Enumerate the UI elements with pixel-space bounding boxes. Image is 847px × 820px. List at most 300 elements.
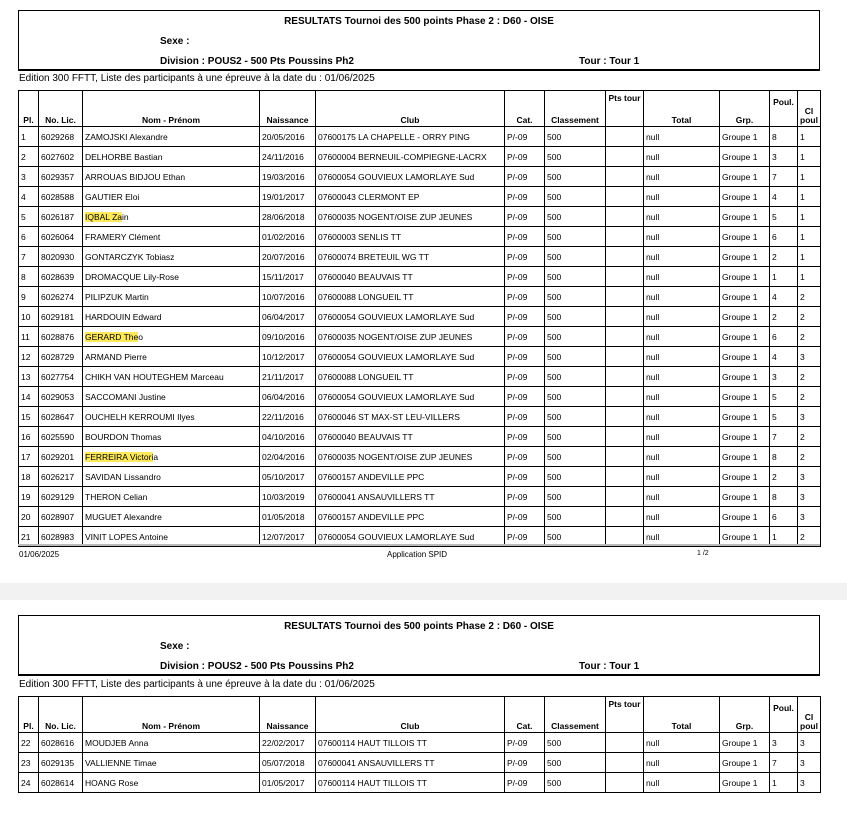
col-club: Club (316, 91, 505, 127)
cell-lic: 6028614 (39, 773, 83, 793)
cell-lic: 6028907 (39, 507, 83, 527)
cell-club: 07600035 NOGENT/OISE ZUP JEUNES (316, 447, 505, 467)
cell-poul: 2 (770, 467, 798, 487)
col-pl: Pl. (19, 91, 39, 127)
cell-lic: 6028588 (39, 187, 83, 207)
cell-poul: 8 (770, 447, 798, 467)
cell-pl: 12 (19, 347, 39, 367)
cell-cl-poul: 1 (798, 267, 821, 287)
cell-pl: 9 (19, 287, 39, 307)
cell-classement: 500 (545, 227, 606, 247)
cell-poul: 7 (770, 753, 798, 773)
cell-nom: VINIT LOPES Antoine (83, 527, 260, 547)
table-row (19, 327, 821, 347)
cell-cat: P/-09 (505, 307, 545, 327)
report-header (18, 10, 820, 70)
cell-naissance: 05/10/2017 (260, 467, 316, 487)
cell-cl-poul: 1 (798, 247, 821, 267)
report-header (18, 615, 820, 675)
cell-nom: SACCOMANI Justine (83, 387, 260, 407)
cell-lic: 6028639 (39, 267, 83, 287)
cell-nom: ZAMOJSKI Alexandre (83, 127, 260, 147)
cell-pts-tour (606, 207, 644, 227)
cell-nom: HOANG Rose (83, 773, 260, 793)
cell-nom: ARROUAS BIDJOU Ethan (83, 167, 260, 187)
table-row (19, 733, 821, 753)
cell-club: 07600114 HAUT TILLOIS TT (316, 733, 505, 753)
cell-cl-poul: 1 (798, 207, 821, 227)
cell-club: 07600157 ANDEVILLE PPC (316, 467, 505, 487)
cell-classement: 500 (545, 307, 606, 327)
cell-lic: 6028616 (39, 733, 83, 753)
cell-grp: Groupe 1 (720, 447, 770, 467)
cell-poul: 8 (770, 487, 798, 507)
highlighted-name: GERARD The (85, 331, 139, 342)
page-2 (0, 600, 847, 820)
cell-cat: P/-09 (505, 447, 545, 467)
cell-classement: 500 (545, 187, 606, 207)
cell-classement: 500 (545, 267, 606, 287)
cell-lic: 6029201 (39, 447, 83, 467)
cell-nom: FRAMERY Clément (83, 227, 260, 247)
cell-cl-poul: 1 (798, 187, 821, 207)
cell-pl: 20 (19, 507, 39, 527)
cell-lic: 6027754 (39, 367, 83, 387)
cell-nom: DROMACQUE Lily-Rose (83, 267, 260, 287)
cell-naissance: 20/05/2016 (260, 127, 316, 147)
cell-lic: 6025590 (39, 427, 83, 447)
sexe-label: Sexe : (160, 641, 190, 652)
cell-total: null (644, 387, 720, 407)
cell-cat: P/-09 (505, 247, 545, 267)
cell-poul: 2 (770, 307, 798, 327)
cell-pts-tour (606, 753, 644, 773)
cell-total: null (644, 467, 720, 487)
cell-cl-poul: 1 (798, 227, 821, 247)
cell-pts-tour (606, 327, 644, 347)
cell-nom: PILIPZUK Martin (83, 287, 260, 307)
cell-cat: P/-09 (505, 487, 545, 507)
cell-grp: Groupe 1 (720, 507, 770, 527)
cell-club: 07600003 SENLIS TT (316, 227, 505, 247)
cell-classement: 500 (545, 773, 606, 793)
table-row (19, 467, 821, 487)
table-row (19, 287, 821, 307)
cell-classement: 500 (545, 753, 606, 773)
cell-nom (83, 447, 260, 467)
cell-total: null (644, 407, 720, 427)
cell-classement: 500 (545, 207, 606, 227)
cell-pl: 24 (19, 773, 39, 793)
cell-classement: 500 (545, 327, 606, 347)
footer-divider (18, 544, 820, 546)
cell-naissance: 01/05/2017 (260, 773, 316, 793)
cell-poul: 4 (770, 187, 798, 207)
cell-lic: 6028876 (39, 327, 83, 347)
highlighted-name: FERREIRA Victori (85, 451, 154, 462)
cell-pts-tour (606, 227, 644, 247)
cell-naissance: 06/04/2016 (260, 387, 316, 407)
cell-classement: 500 (545, 367, 606, 387)
cell-nom: OUCHELH KERROUMI Ilyes (83, 407, 260, 427)
cell-grp: Groupe 1 (720, 427, 770, 447)
cell-classement: 500 (545, 247, 606, 267)
cell-club: 07600088 LONGUEIL TT (316, 287, 505, 307)
cell-poul: 3 (770, 147, 798, 167)
cell-cat: P/-09 (505, 467, 545, 487)
cell-club: 07600114 HAUT TILLOIS TT (316, 773, 505, 793)
cell-club: 07600175 LA CHAPELLE - ORRY PING (316, 127, 505, 147)
cell-classement: 500 (545, 347, 606, 367)
cell-pts-tour (606, 367, 644, 387)
cell-pl: 18 (19, 467, 39, 487)
cell-grp: Groupe 1 (720, 407, 770, 427)
cell-total: null (644, 753, 720, 773)
cell-pts-tour (606, 167, 644, 187)
cell-naissance: 15/11/2017 (260, 267, 316, 287)
table-row (19, 407, 821, 427)
cell-lic: 6028729 (39, 347, 83, 367)
col-cat: Cat. (505, 697, 545, 733)
cell-grp: Groupe 1 (720, 167, 770, 187)
col-cl-poul: Cl poul (798, 91, 821, 127)
cell-grp: Groupe 1 (720, 367, 770, 387)
col-grp: Grp. (720, 91, 770, 127)
table-row (19, 207, 821, 227)
cell-poul: 5 (770, 387, 798, 407)
cell-poul: 5 (770, 407, 798, 427)
cell-cat: P/-09 (505, 207, 545, 227)
name-rest: in (122, 211, 129, 222)
cell-nom: DELHORBE Bastian (83, 147, 260, 167)
cell-cl-poul: 3 (798, 347, 821, 367)
cell-classement: 500 (545, 487, 606, 507)
cell-nom: GAUTIER Eloi (83, 187, 260, 207)
table-row (19, 127, 821, 147)
edition-line: Edition 300 FFTT, Liste des participants à une épreuve à la date du : 01/06/2025 (19, 679, 375, 690)
col-pts-tour: Pts tour (606, 697, 644, 733)
cell-cl-poul: 3 (798, 407, 821, 427)
cell-club: 07600004 BERNEUIL-COMPIEGNE-LACRX (316, 147, 505, 167)
cell-total: null (644, 287, 720, 307)
cell-classement: 500 (545, 733, 606, 753)
cell-nom: HARDOUIN Edward (83, 307, 260, 327)
cell-poul: 1 (770, 773, 798, 793)
cell-cat: P/-09 (505, 427, 545, 447)
cell-cat: P/-09 (505, 147, 545, 167)
cell-nom: MUGUET Alexandre (83, 507, 260, 527)
cell-cat: P/-09 (505, 773, 545, 793)
col-nom: Nom - Prénom (83, 697, 260, 733)
cell-lic: 6029268 (39, 127, 83, 147)
tour-label: Tour : Tour 1 (579, 661, 640, 672)
division-label: Division : POUS2 - 500 Pts Poussins Ph2 (160, 661, 354, 672)
divider (18, 70, 820, 71)
cell-cat: P/-09 (505, 527, 545, 547)
cell-naissance: 01/02/2016 (260, 227, 316, 247)
cell-lic: 6029135 (39, 753, 83, 773)
cell-pts-tour (606, 127, 644, 147)
cell-pts-tour (606, 267, 644, 287)
col-total: Total (644, 697, 720, 733)
table-row (19, 447, 821, 467)
cell-grp: Groupe 1 (720, 347, 770, 367)
cell-cat: P/-09 (505, 387, 545, 407)
cell-naissance: 24/11/2016 (260, 147, 316, 167)
cell-nom: GONTARCZYK Tobiasz (83, 247, 260, 267)
cell-lic: 8020930 (39, 247, 83, 267)
cell-club: 07600054 GOUVIEUX LAMORLAYE Sud (316, 167, 505, 187)
name-rest: a (153, 451, 159, 462)
cell-lic: 6028647 (39, 407, 83, 427)
cell-grp: Groupe 1 (720, 147, 770, 167)
cell-total: null (644, 487, 720, 507)
cell-classement: 500 (545, 127, 606, 147)
cell-grp: Groupe 1 (720, 187, 770, 207)
cell-pl: 10 (19, 307, 39, 327)
cell-classement: 500 (545, 407, 606, 427)
table-header-row (19, 697, 821, 733)
cell-total: null (644, 187, 720, 207)
cell-naissance: 20/07/2016 (260, 247, 316, 267)
cell-grp: Groupe 1 (720, 127, 770, 147)
col-cat: Cat. (505, 91, 545, 127)
cell-cl-poul: 2 (798, 447, 821, 467)
cell-cat: P/-09 (505, 287, 545, 307)
cell-cl-poul: 2 (798, 427, 821, 447)
cell-naissance: 02/04/2016 (260, 447, 316, 467)
cell-classement: 500 (545, 427, 606, 447)
cell-cat: P/-09 (505, 267, 545, 287)
cell-naissance: 01/05/2018 (260, 507, 316, 527)
cell-naissance: 05/07/2018 (260, 753, 316, 773)
cell-cl-poul: 3 (798, 467, 821, 487)
edition-line: Edition 300 FFTT, Liste des participants à une épreuve à la date du : 01/06/2025 (19, 73, 375, 84)
cell-total: null (644, 307, 720, 327)
table-row (19, 387, 821, 407)
footer-page-number: 1 /2 (697, 550, 709, 557)
cell-total: null (644, 507, 720, 527)
cell-poul: 8 (770, 127, 798, 147)
cell-total: null (644, 167, 720, 187)
cell-grp: Groupe 1 (720, 267, 770, 287)
cell-cl-poul: 3 (798, 487, 821, 507)
cell-nom (83, 327, 260, 347)
cell-poul: 6 (770, 327, 798, 347)
cell-pts-tour (606, 187, 644, 207)
footer-date: 01/06/2025 (19, 550, 60, 559)
cell-poul: 7 (770, 167, 798, 187)
cell-nom: SAVIDAN Lissandro (83, 467, 260, 487)
cell-grp: Groupe 1 (720, 733, 770, 753)
cell-classement: 500 (545, 447, 606, 467)
cell-classement: 500 (545, 167, 606, 187)
col-grp: Grp. (720, 697, 770, 733)
cell-club: 07600043 CLERMONT EP (316, 187, 505, 207)
cell-cat: P/-09 (505, 507, 545, 527)
cell-club: 07600046 ST MAX-ST LEU-VILLERS (316, 407, 505, 427)
col-pl: Pl. (19, 697, 39, 733)
table-row (19, 267, 821, 287)
col-poul: Poul. (770, 91, 798, 127)
cell-lic: 6026217 (39, 467, 83, 487)
cell-grp: Groupe 1 (720, 327, 770, 347)
cell-poul: 5 (770, 207, 798, 227)
cell-grp: Groupe 1 (720, 773, 770, 793)
cell-nom: ARMAND Pierre (83, 347, 260, 367)
cell-classement: 500 (545, 467, 606, 487)
table-header-row (19, 91, 821, 127)
cell-naissance: 12/07/2017 (260, 527, 316, 547)
cell-grp: Groupe 1 (720, 487, 770, 507)
cell-club: 07600035 NOGENT/OISE ZUP JEUNES (316, 327, 505, 347)
col-lic: No. Lic. (39, 697, 83, 733)
cell-lic: 6028983 (39, 527, 83, 547)
cell-total: null (644, 207, 720, 227)
cell-cat: P/-09 (505, 367, 545, 387)
cell-grp: Groupe 1 (720, 207, 770, 227)
cell-cat: P/-09 (505, 167, 545, 187)
cell-pl: 2 (19, 147, 39, 167)
cell-pl: 7 (19, 247, 39, 267)
cell-club: 07600157 ANDEVILLE PPC (316, 507, 505, 527)
table-row (19, 773, 821, 793)
participants-table (18, 696, 821, 793)
table-row (19, 307, 821, 327)
cell-pts-tour (606, 773, 644, 793)
col-pts-tour: Pts tour (606, 91, 644, 127)
cell-cl-poul: 3 (798, 507, 821, 527)
cell-pl: 4 (19, 187, 39, 207)
cell-pl: 19 (19, 487, 39, 507)
cell-cl-poul: 3 (798, 733, 821, 753)
cell-grp: Groupe 1 (720, 467, 770, 487)
cell-classement: 500 (545, 507, 606, 527)
cell-pts-tour (606, 407, 644, 427)
cell-club: 07600054 GOUVIEUX LAMORLAYE Sud (316, 347, 505, 367)
cell-cat: P/-09 (505, 407, 545, 427)
cell-pts-tour (606, 487, 644, 507)
cell-cat: P/-09 (505, 733, 545, 753)
cell-lic: 6029181 (39, 307, 83, 327)
cell-grp: Groupe 1 (720, 307, 770, 327)
cell-total: null (644, 327, 720, 347)
col-naissance: Naissance (260, 697, 316, 733)
cell-cat: P/-09 (505, 347, 545, 367)
cell-cl-poul: 2 (798, 327, 821, 347)
cell-club: 07600041 ANSAUVILLERS TT (316, 753, 505, 773)
cell-cl-poul: 2 (798, 367, 821, 387)
cell-naissance: 22/11/2016 (260, 407, 316, 427)
cell-lic: 6027602 (39, 147, 83, 167)
cell-nom (83, 207, 260, 227)
cell-pl: 8 (19, 267, 39, 287)
divider (18, 675, 820, 676)
cell-total: null (644, 127, 720, 147)
cell-pl: 23 (19, 753, 39, 773)
cell-total: null (644, 367, 720, 387)
table-row (19, 147, 821, 167)
cell-classement: 500 (545, 387, 606, 407)
col-poul: Poul. (770, 697, 798, 733)
cell-nom: BOURDON Thomas (83, 427, 260, 447)
cell-cat: P/-09 (505, 187, 545, 207)
cell-pts-tour (606, 147, 644, 167)
cell-pl: 3 (19, 167, 39, 187)
cell-naissance: 10/12/2017 (260, 347, 316, 367)
cell-grp: Groupe 1 (720, 247, 770, 267)
cell-cat: P/-09 (505, 327, 545, 347)
cell-cl-poul: 2 (798, 387, 821, 407)
cell-cl-poul: 1 (798, 167, 821, 187)
cell-cat: P/-09 (505, 753, 545, 773)
table-row (19, 367, 821, 387)
table-row (19, 227, 821, 247)
highlighted-name: IQBAL Za (85, 211, 123, 222)
cell-total: null (644, 527, 720, 547)
cell-pl: 16 (19, 427, 39, 447)
cell-grp: Groupe 1 (720, 753, 770, 773)
cell-naissance: 22/02/2017 (260, 733, 316, 753)
cell-pts-tour (606, 467, 644, 487)
cell-poul: 1 (770, 527, 798, 547)
table-row (19, 507, 821, 527)
cell-club: 07600054 GOUVIEUX LAMORLAYE Sud (316, 527, 505, 547)
cell-cl-poul: 2 (798, 287, 821, 307)
cell-lic: 6029053 (39, 387, 83, 407)
table-row (19, 487, 821, 507)
col-classement: Classement (545, 91, 606, 127)
cell-pl: 21 (19, 527, 39, 547)
cell-lic: 6029129 (39, 487, 83, 507)
col-club: Club (316, 697, 505, 733)
name-rest: o (138, 331, 143, 342)
table-row (19, 247, 821, 267)
col-classement: Classement (545, 697, 606, 733)
cell-naissance: 04/10/2016 (260, 427, 316, 447)
cell-pts-tour (606, 307, 644, 327)
report-title: RESULTATS Tournoi des 500 points Phase 2 : D60 - OISE (284, 16, 554, 27)
cell-club: 07600041 ANSAUVILLERS TT (316, 487, 505, 507)
cell-club: 07600040 BEAUVAIS TT (316, 267, 505, 287)
cell-cl-poul: 3 (798, 753, 821, 773)
cell-cl-poul: 2 (798, 307, 821, 327)
cell-pts-tour (606, 347, 644, 367)
cell-total: null (644, 427, 720, 447)
cell-pts-tour (606, 287, 644, 307)
cell-nom: MOUDJEB Anna (83, 733, 260, 753)
table-row (19, 753, 821, 773)
cell-pts-tour (606, 447, 644, 467)
col-total: Total (644, 91, 720, 127)
cell-grp: Groupe 1 (720, 287, 770, 307)
cell-total: null (644, 347, 720, 367)
cell-total: null (644, 447, 720, 467)
cell-lic: 6026064 (39, 227, 83, 247)
col-naissance: Naissance (260, 91, 316, 127)
cell-club: 07600035 NOGENT/OISE ZUP JEUNES (316, 207, 505, 227)
table-row (19, 347, 821, 367)
cell-pts-tour (606, 387, 644, 407)
cell-poul: 1 (770, 267, 798, 287)
cell-cl-poul: 3 (798, 773, 821, 793)
cell-naissance: 10/07/2016 (260, 287, 316, 307)
col-cl-poul: Cl poul (798, 697, 821, 733)
cell-pl: 1 (19, 127, 39, 147)
cell-poul: 6 (770, 507, 798, 527)
cell-naissance: 28/06/2018 (260, 207, 316, 227)
cell-classement: 500 (545, 287, 606, 307)
